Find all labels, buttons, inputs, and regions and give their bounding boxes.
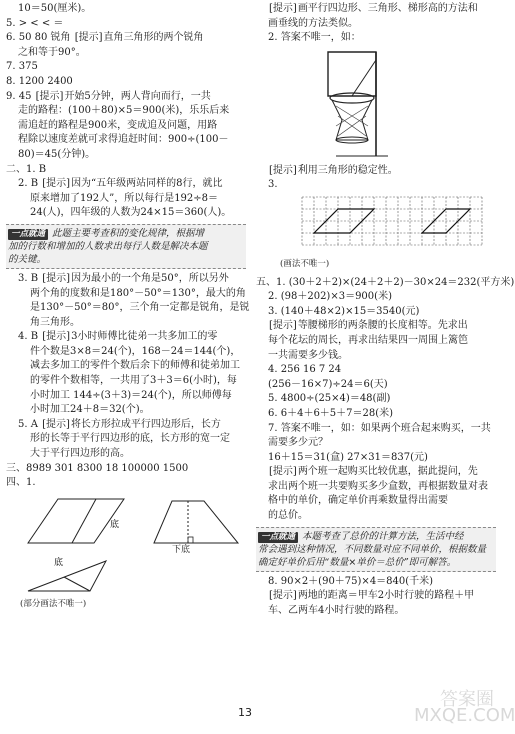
answer-line: 需要多少元？: [268, 437, 328, 449]
answer-line: 格中的单价，确定单价再乘数量得出需要: [268, 495, 448, 507]
answer-line: 8. 1200 2400: [6, 75, 73, 87]
answer-line: 9. 45 [提示]开始5分钟，两人背向而行，一共: [6, 90, 211, 102]
hoop-stand-figure: [256, 46, 496, 164]
section-heading: 二、1. B: [6, 163, 47, 175]
answer-line: 小时加工24＋8＝32(个)。: [30, 404, 150, 416]
answer-line: 件个数是3×8＝24(个)，168－24＝144(个)，: [30, 345, 241, 357]
answer-line: 7. 375: [6, 61, 38, 73]
backboard-frame: [328, 52, 376, 96]
answer-line: 小时加工 144÷(3＋3)＝24(个)，所以师傅每: [30, 389, 232, 401]
answer-line: 8. 90×2＋(90＋75)×4＝840(千米): [268, 575, 434, 587]
answer-line: 4. 256 16 7 24: [268, 364, 342, 376]
section-heading: 四、1.: [6, 477, 36, 489]
answer-line: (256－16×7)÷24＝6(天): [268, 378, 388, 390]
right-column: [256, 0, 515, 618]
answer-line: 角三角形。: [30, 316, 80, 328]
parallelogram-height-line: [72, 499, 96, 543]
grid-lines: [302, 197, 482, 245]
height-drawing-figures: [6, 491, 246, 549]
answer-line: 5. > < < ＝: [6, 17, 64, 29]
answer-line: 大于平行四边形的高。: [30, 448, 130, 460]
answer-line: 是130°－50°＝80°，三个角一定都是锐角，是锐: [30, 302, 250, 314]
answer-line: 一共需要多少钱。: [268, 349, 348, 361]
label-base: 底: [110, 519, 120, 530]
figure-caption: (画法不唯一): [280, 258, 330, 269]
answer-line: 车、乙两车4小时行驶的路程。: [268, 604, 405, 616]
answer-line: 之和等于90°。: [18, 46, 86, 58]
answer-line: 每个花坛的周长，再求出结果四一周围上篱笆: [268, 334, 468, 346]
answer-line: 5. A [提示]将长方形拉成平行四边形后，长方: [18, 418, 221, 430]
answer-line: 4. B [提示]3小时师傅比徒弟一共多加工的零: [18, 331, 218, 343]
watermark-logo: 答案圈 MXQE.COM: [414, 689, 515, 726]
label-base: 底: [54, 557, 64, 568]
answer-line: 需追赶的路程是900米，变成追及问题，用路: [18, 119, 218, 131]
answer-line: [提示]两地的距离＝甲车2小时行驶的路程＋甲: [269, 590, 475, 602]
note-badge: 一点就通: [8, 229, 48, 240]
answer-line: 3. B [提示]因为最小的一个角是50°，所以另外: [18, 272, 229, 284]
answer-line: 程除以速度差就可求得追赶时间：900÷(100－: [18, 134, 229, 146]
brace-line: [352, 60, 376, 96]
answer-line: 走的路程：(100＋80)×5＝900(米)，乐乐后来: [18, 105, 230, 117]
hoop-rim: [330, 93, 374, 103]
left-column: [6, 0, 250, 611]
answer-line: 6. 50 80 锐角 [提示]直角三角形的两个锐角: [6, 32, 204, 44]
section-heading: 三、8989 301 8300 18 100000 1500: [6, 462, 189, 474]
net-outline: [332, 100, 372, 140]
answer-line: 两个角的度数和是180°－50°＝130°，最大的角: [30, 287, 246, 299]
answer-line: 形的长等于平行四边形的底，长方形的宽一定: [30, 433, 230, 445]
answer-line: [提示]画平行四边形、三角形、梯形高的方法和: [269, 3, 478, 14]
net-mesh: [336, 106, 368, 136]
page-number: 13: [238, 706, 252, 719]
answer-line: 5. 4800÷(25×4)＝48(副): [268, 393, 391, 405]
label-lower-base: 下底: [172, 544, 191, 555]
section-line: 五、1. (30＋2＋2)×(24＋2＋2)－30×24＝232(平方米): [256, 276, 515, 288]
triangle-figure: [6, 553, 246, 597]
note-badge: 一点就通: [258, 532, 298, 543]
answer-line: [提示]两个班一起购买比较优惠，据此提问，先: [269, 466, 478, 478]
answer-line: 2. B [提示]因为“五年级两站同样的8行，就比: [18, 178, 223, 190]
tip-note-box: 一点就通 此题主要考查积的变化规律，根据增 加的行数和增加的人数求出每行人数是解决本题 的关键。: [6, 224, 246, 269]
answer-line: [提示]利用三角形的稳定性。: [269, 164, 398, 176]
answer-line: 的总价。: [268, 510, 308, 522]
answer-line: 10＝50(厘米)。: [18, 3, 92, 14]
answer-line: 求出两个班一共要购买多少盒数，再根据数量对表: [268, 480, 488, 492]
trapezoid-shape: [154, 501, 238, 543]
grid-parallelogram-figure: [256, 193, 496, 257]
answer-line: 16＋15＝31(盒) 27×31＝837(元): [268, 451, 428, 463]
answer-line: 减去多加工的零件个数后余下的师傅和徒弟加工: [30, 360, 240, 372]
figure-caption: (部分画法不唯一): [20, 598, 87, 609]
triangle-shape: [28, 561, 106, 591]
answer-line: 3. (140＋48×2)×15＝3540(元): [268, 305, 420, 317]
answer-line: 2. (98＋202)×3＝900(米): [268, 291, 392, 303]
answer-line: 原来增加了192人”，所以每行是192÷8＝: [30, 192, 219, 204]
answer-line: 24(人)，四年级的人数为24×15＝360(人)。: [30, 207, 232, 219]
answer-line: 6. 6＋4＋6＋5＋7＝28(米): [268, 407, 394, 419]
answer-line: 80)＝45(分钟)。: [18, 148, 96, 160]
answer-line: [提示]等腰梯形的两条腰的长度相等。先求出: [269, 320, 468, 332]
answer-line: 的零件个数相等，一共用了3＋3＝6(小时)，每: [30, 375, 237, 387]
answer-line: 3.: [268, 179, 278, 191]
triangle-height-line: [64, 577, 90, 591]
answer-line: 画垂线的方法类似。: [268, 17, 358, 29]
answer-line: 7. 答案不唯一，如：如果两个班合起来购买，一共: [268, 422, 491, 434]
answer-line: 2. 答案不唯一，如：: [268, 32, 361, 44]
tip-note-box: 一点就通 本题考查了总价的计算方法，生活中经 常会遇到这种情况，不同数量对应不同单价，根据数量 确定好单价后用“数量×单价＝总价”即可解答。: [256, 527, 496, 572]
